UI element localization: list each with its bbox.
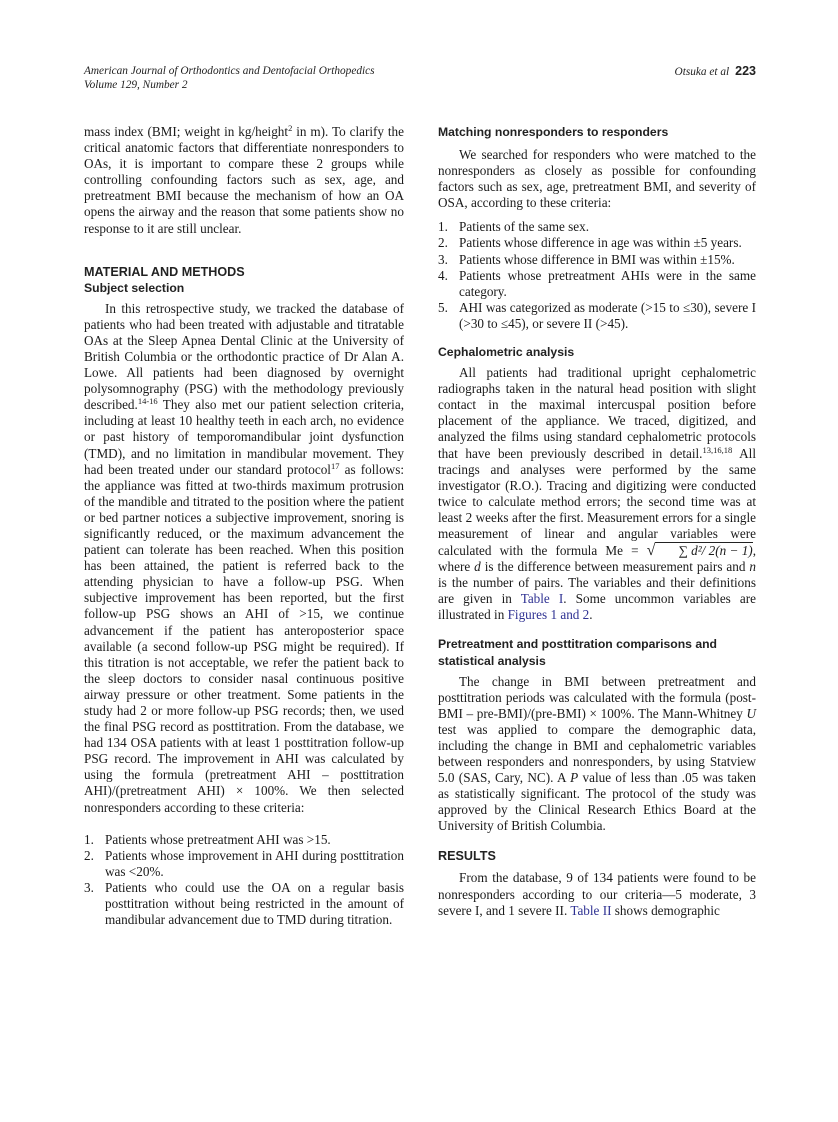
text-run: is the difference between measurement pairs and — [480, 559, 750, 575]
formula-radicand: ∑ d²/ 2(n − 1) — [655, 542, 752, 559]
citation-ref[interactable]: 13,16,18 — [702, 444, 733, 455]
section-heading-methods: MATERIAL AND METHODS — [84, 264, 245, 279]
statistics-paragraph — [438, 674, 756, 835]
subsection-heading-statistics: Pretreatment and posttitration comparisons and statistical analysis — [438, 636, 718, 668]
list-item — [438, 235, 756, 251]
list-number: 1. — [84, 831, 94, 847]
list-text: Patients whose difference in age was within ±5 years. — [459, 235, 742, 251]
subsection-heading-subject-selection: Subject selection — [84, 280, 185, 295]
variable-p: P — [570, 770, 579, 786]
figures-link[interactable]: Figures 1 and 2 — [507, 607, 590, 623]
text-run: in m). To clarify the critical anatomic factors that differentiate nonresponders to OAs, it is important to compare these 2 groups while controlling confounding factors such as sex, age, and pretreatment BMI because the mechanism of how an OA opens the airway and the reason that some patients show no response to it are still unclear. — [84, 124, 405, 236]
list-number: 3. — [84, 879, 94, 895]
matching-paragraph: We searched for responders who were matched to the nonresponders as closely as possible for confounding factors such as sex, age, pretreatment BMI, and severity of OSA, according to these criteria: — [438, 147, 756, 211]
variable-n: n — [749, 559, 756, 575]
matching-criteria-list — [438, 219, 756, 332]
text-run: value of less than .05 was taken as statistically significant. The protocol of the study was approved by the Clinical Research Ethics Board at the University of British Columbia. — [438, 770, 756, 834]
list-item — [438, 252, 756, 268]
list-item — [438, 300, 756, 332]
text-run: test was applied to compare the demographic data, including the change in BMI and cephalometric variables between responders and nonresponders, by using Statview 5.0 (SAS, Cary, NC). A — [438, 721, 756, 786]
list-text: Patients who could use the OA on a regular basis posttitration without being restricted in the amount of mandibular advancement due to TMD during titration. — [105, 879, 404, 928]
cephalometric-paragraph — [438, 365, 756, 624]
subsection-heading-cephalometric: Cephalometric analysis — [438, 345, 575, 360]
text-run: mass index (BMI; weight in kg/height — [84, 124, 289, 139]
list-item — [438, 268, 756, 300]
list-number: 3. — [438, 251, 448, 267]
variable-u: U — [746, 705, 756, 721]
running-author: Otsuka et al — [674, 66, 730, 78]
page-number: 223 — [735, 64, 756, 78]
list-item — [84, 880, 404, 928]
text-run: , where — [438, 543, 756, 575]
subsection-heading-matching: Matching nonresponders to responders — [438, 125, 669, 139]
citation-ref[interactable]: 17 — [330, 460, 340, 471]
list-text: AHI was categorized as moderate (>15 to ≤30), severe I (>30 to ≤45), or severe II (>45). — [459, 299, 756, 331]
subject-selection-paragraph — [84, 301, 404, 816]
citation-ref[interactable]: 14-16 — [137, 396, 158, 407]
text-run: as follows: the appliance was fitted at two-thirds maximum protrusion of the mandible and titrated to the position where the patient or bed partner notices a subjective improvement, snoring is significantly reduced, or the maximum advancement the patient can tolerate has been reached. When this position has been attained, the patient is referred back to the attending physician to have a follow-up PSG. When subjective improvement has been reported, but the first follow-up PSG shows an AHI of >15, we continue advancement if the patient has anteroposterior space available (a second follow-up PSG might be required). If this titration is not acceptable, we refer the patient back to the sleep doctors to consider nasal continuous positive airway pressure or other treatment. Some patients in the study had 2 or more follow-up PSG records; then, we used the final PSG record as posttitration. From the database, we had 134 OSA patients with at least 1 posttitration follow-up PSG record. The improvement in AHI was calculated by using the formula (pretreatment AHI – posttitration AHI)/(pretreatment AHI) × 100%. We then selected nonresponders according to these criteria: — [84, 461, 404, 815]
right-column — [438, 124, 756, 919]
text-run: All tracings and analyses were performed by the same investigator (R.O.). Tracing and digitizing were conducted twice to calculate method errors; the second time was at least 2 weeks after the first. Measurement errors for a single measurement of linear and angular variables were calculated with the formula — [438, 445, 756, 559]
list-number: 5. — [438, 299, 448, 315]
text-run: They also met our patient selection criteria, including at least 10 healthy teeth in each arch, no evidence or past history of temporomandibular joint dysfunction (TMD), and no limitation in mandibular movement. They had been treated under our standard protocol — [84, 397, 404, 477]
list-number: 4. — [438, 267, 448, 283]
list-text: Patients whose pretreatment AHIs were in the same category. — [459, 267, 756, 299]
section-heading-results: RESULTS — [438, 849, 496, 864]
author-page-info — [675, 64, 756, 79]
list-text: Patients whose difference in BMI was within ±15%. — [459, 251, 735, 267]
formula-lhs: Me = — [605, 543, 647, 559]
list-item — [438, 219, 756, 235]
sqrt-sign-icon: √ — [646, 542, 656, 560]
text-run: . — [589, 607, 593, 623]
text-run: The change in BMI between pretreatment and posttitration periods was calculated with the formula (post-BMI – pre-BMI)/(pre-BMI) × 100%. The Mann-Whitney — [438, 673, 756, 721]
text-run: . Some uncommon variables are illustrated in — [438, 591, 756, 623]
text-run: From the database, 9 of 134 patients were found to be nonresponders according to our criteria—5 moderate, 3 severe I, and 1 severe II. — [438, 870, 756, 918]
list-number: 1. — [438, 219, 448, 235]
running-header — [84, 64, 756, 92]
table-2-link[interactable]: Table II — [570, 902, 612, 918]
list-item — [84, 832, 404, 848]
list-text: Patients whose improvement in AHI during posttitration was <20%. — [105, 847, 404, 879]
journal-title: American Journal of Orthodontics and Dentofacial Orthopedics — [84, 65, 375, 77]
list-text: Patients whose pretreatment AHI was >15. — [105, 831, 331, 847]
list-number: 2. — [438, 235, 448, 251]
left-column — [84, 124, 404, 928]
table-1-link[interactable]: Table I — [520, 591, 564, 607]
text-run: shows demographic — [611, 902, 720, 918]
superscript: 2 — [288, 123, 293, 133]
text-run: All patients had traditional upright cephalometric radiographs taken in the natural head position with slight contact in the maximal intercuspal position before placement of the appliance. We traced, digitized, and analyzed the films using standard cephalometric protocols that have been previously described in detail. — [438, 365, 756, 461]
list-number: 2. — [84, 847, 94, 863]
list-item — [84, 848, 404, 880]
text-run: In this retrospective study, we tracked the database of patients who had been treated with adjustable and titratable OAs at the Sleep Apnea Dental Clinic at the University of British Columbia or the orthodontic practice of Dr Alan A. Lowe. All patients had been diagnosed by overnight polysomnography (PSG) with the methodology previously described. — [84, 300, 404, 413]
variable-d: d — [474, 559, 481, 575]
intro-paragraph — [84, 124, 404, 237]
results-paragraph — [438, 870, 756, 918]
journal-volume: Volume 129, Number 2 — [84, 79, 188, 91]
text-run: is the number of pairs. The variables and their definitions are given in — [438, 575, 756, 607]
nonresponder-criteria-list — [84, 832, 404, 929]
list-text: Patients of the same sex. — [459, 219, 590, 235]
